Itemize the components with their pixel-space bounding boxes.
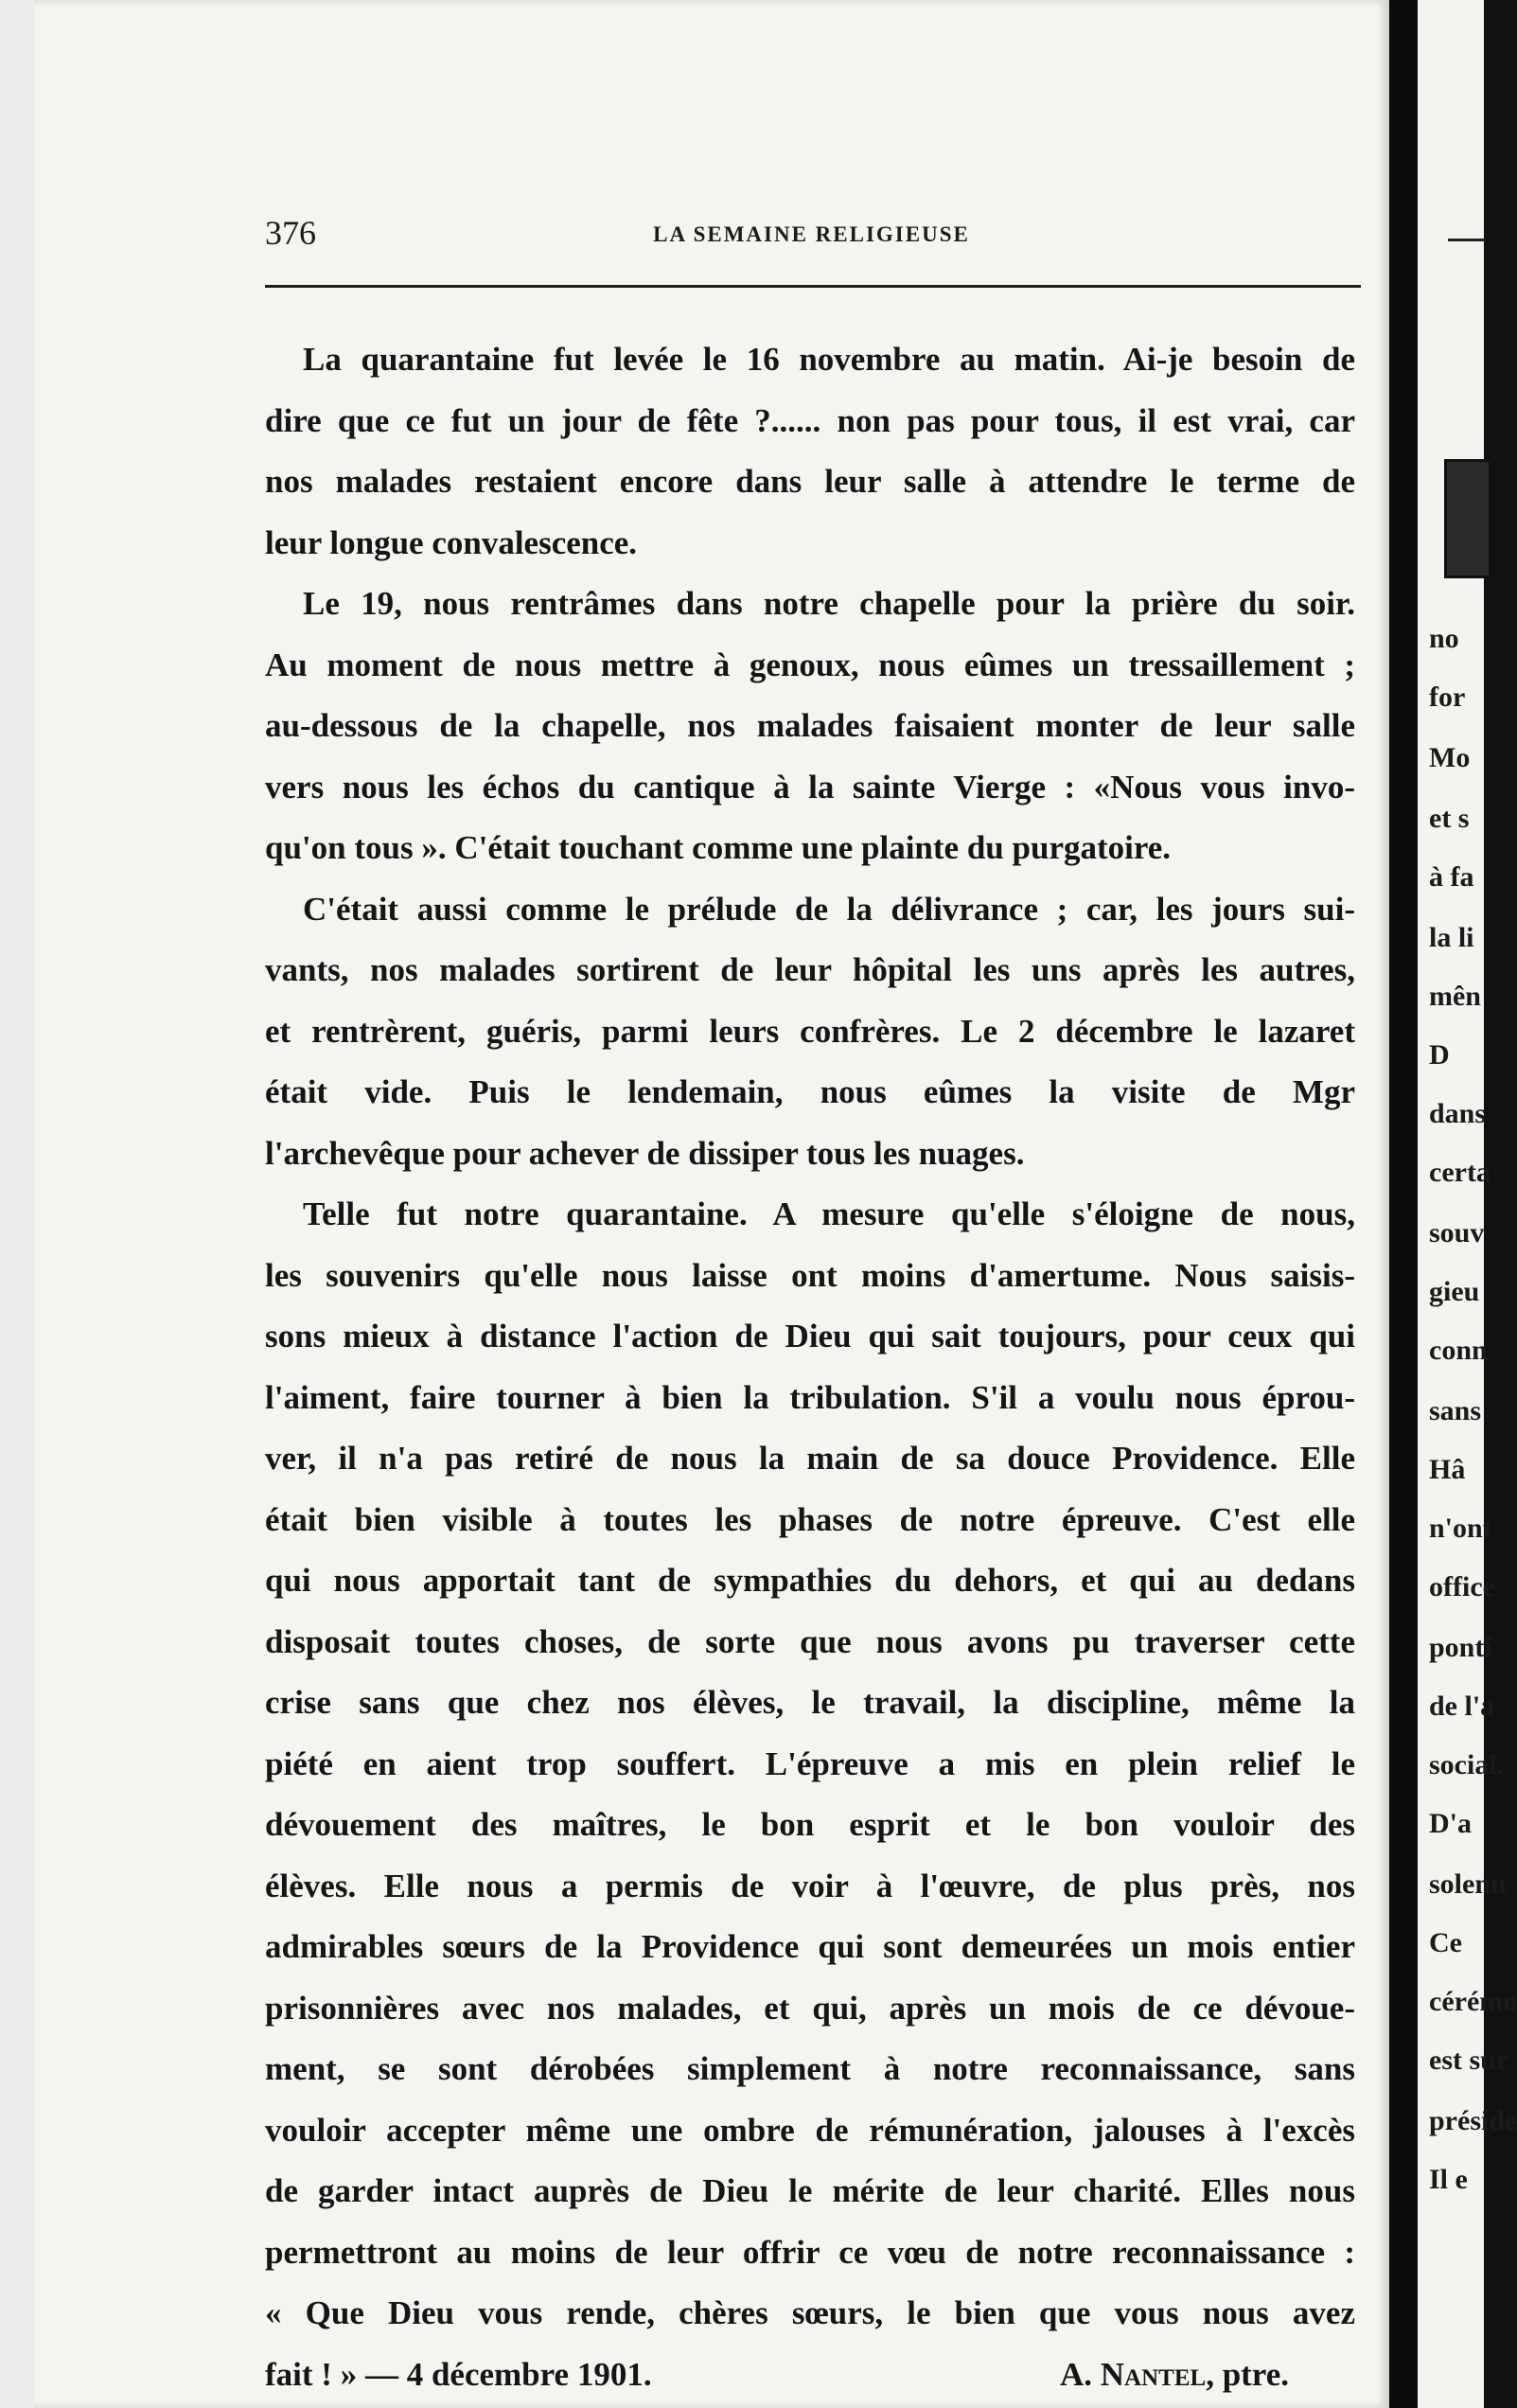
- text-line: au-dessous de la chapelle, nos malades faisaient monter de leur salle: [265, 707, 1355, 744]
- header-rule: [265, 285, 1361, 288]
- adjacent-fragment: de l'a: [1429, 1691, 1495, 1722]
- text-line: piété en aient trop souffert. L'épreuve a mis en plein relief le: [265, 1744, 1355, 1782]
- adjacent-fragment: Mo: [1429, 742, 1471, 773]
- adjacent-fragment: for: [1429, 682, 1466, 713]
- text-line: La quarantaine fut levée le 16 novembre au matin. Ai-je besoin de: [303, 341, 1355, 378]
- adjacent-fragment: no: [1429, 623, 1459, 654]
- author-initial: A.: [1059, 2355, 1101, 2393]
- adjacent-fragment: ponti: [1429, 1632, 1492, 1663]
- text-line: qui nous apportait tant de sympathies du dehors, et qui au dedans: [265, 1562, 1355, 1599]
- adjacent-fragment: et s: [1429, 803, 1470, 834]
- author-name: Nantel: [1100, 2355, 1207, 2393]
- adjacent-fragment: la li: [1429, 922, 1474, 953]
- text-line: C'était aussi comme le prélude de la délivrance ; car, les jours sui-: [303, 890, 1355, 928]
- adjacent-fragment: Ce: [1429, 1927, 1462, 1958]
- adjacent-fragment: cérémo: [1429, 1986, 1517, 2017]
- text-line: dévouement des maîtres, le bon esprit et le bon vouloir des: [265, 1806, 1355, 1843]
- text-line: ment, se sont dérobées simplement à notre reconnaissance, sans: [265, 2050, 1355, 2087]
- text-line: était vide. Puis le lendemain, nous eûmes la visite de Mgr: [265, 1073, 1355, 1110]
- adjacent-fragment: gieu: [1429, 1276, 1480, 1307]
- text-line: dire que ce fut un jour de fête ?...... non pas pour tous, il est vrai, car: [265, 401, 1355, 439]
- text-line: les souvenirs qu'elle nous laisse ont moins d'amertume. Nous saisis-: [265, 1256, 1355, 1294]
- ornamental-initial: [1444, 459, 1491, 578]
- adjacent-fragment: n'ont: [1429, 1513, 1492, 1544]
- text-line: et rentrèrent, guéris, parmi leurs confrères. Le 2 décembre le lazaret: [265, 1012, 1355, 1050]
- adjacent-fragment: social.: [1429, 1749, 1505, 1780]
- adjacent-fragment: Hâ: [1429, 1454, 1466, 1485]
- text-line: qu'on tous ». C'était touchant comme une plainte du purgatoire.: [265, 829, 1172, 866]
- adjacent-fragment: Il e: [1429, 2164, 1468, 2195]
- adjacent-fragment: D: [1429, 1039, 1450, 1071]
- adjacent-page-edge: [1418, 0, 1517, 2408]
- book-gutter: [1389, 0, 1418, 2408]
- adjacent-fragment: solenn: [1429, 1868, 1507, 1900]
- text-line: l'aiment, faire tourner à bien la tribulation. S'il a voulu nous éprou-: [265, 1378, 1355, 1416]
- scan-left-margin: [0, 0, 34, 2408]
- text-line: Au moment de nous mettre à genoux, nous eûmes un tressaillement ;: [265, 646, 1355, 683]
- adjacent-fragment: certa: [1429, 1157, 1491, 1188]
- text-line: vouloir accepter même une ombre de rémunération, jalouses à l'excès: [265, 2111, 1355, 2149]
- text-line: vers nous les échos du cantique à la sainte Vierge : «Nous vous invo-: [265, 768, 1355, 806]
- text-line: leur longue convalescence.: [265, 523, 638, 561]
- adjacent-fragment: mên: [1429, 981, 1481, 1012]
- adjacent-fragment: préside: [1429, 2105, 1517, 2136]
- author-suffix: , ptre.: [1206, 2355, 1289, 2393]
- text-line: nos malades restaient encore dans leur salle à attendre le terme de: [265, 463, 1355, 500]
- adjacent-fragment: est sur: [1429, 2045, 1509, 2076]
- closing-date: fait ! » — 4 décembre 1901.: [265, 2355, 652, 2393]
- author-signature: [1060, 2345, 1355, 2406]
- closing-line: [265, 2345, 1355, 2406]
- adjacent-fragment: D'a: [1429, 1808, 1472, 1839]
- article-body: [265, 329, 1355, 2405]
- adjacent-fragment: sans: [1429, 1395, 1482, 1426]
- text-line: admirables sœurs de la Providence qui sont demeurées un mois entier: [265, 1928, 1355, 1965]
- text-line: prisonnières avec nos malades, et qui, après un mois de ce dévoue-: [265, 1989, 1355, 2027]
- page-header: [265, 213, 1358, 262]
- adjacent-fragment: souv: [1429, 1217, 1485, 1248]
- text-line: Telle fut notre quarantaine. A mesure qu'elle s'éloigne de nous,: [303, 1195, 1355, 1232]
- text-line: était bien visible à toutes les phases de notre épreuve. C'est elle: [265, 1500, 1355, 1538]
- text-line: permettront au moins de leur offrir ce vœu de notre reconnaissance :: [265, 2233, 1355, 2271]
- text-line: élèves. Elle nous a permis de voir à l'œuvre, de plus près, nos: [265, 1867, 1355, 1904]
- adjacent-fragment: à fa: [1429, 861, 1474, 893]
- text-line: crise sans que chez nos élèves, le travail, la discipline, même la: [265, 1684, 1355, 1721]
- text-line: Le 19, nous rentrâmes dans notre chapelle pour la prière du soir.: [303, 585, 1355, 622]
- text-line: de garder intact auprès de Dieu le mérite de leur charité. Elles nous: [265, 2172, 1355, 2209]
- text-line: ver, il n'a pas retiré de nous la main de sa douce Providence. Elle: [265, 1440, 1355, 1477]
- text-line: sons mieux à distance l'action de Dieu qui sait toujours, pour ceux qui: [265, 1318, 1355, 1354]
- adjacent-fragment: office: [1429, 1571, 1495, 1602]
- text-line: « Que Dieu vous rende, chères sœurs, le bien que vous nous avez: [265, 2294, 1355, 2331]
- adjacent-fragment: dans: [1429, 1098, 1487, 1129]
- running-title: LA SEMAINE RELIGIEUSE: [653, 222, 970, 246]
- page-number: 376: [265, 214, 316, 252]
- text-line: vants, nos malades sortirent de leur hôpital les uns après les autres,: [265, 951, 1355, 988]
- adjacent-fragment: conn: [1429, 1335, 1488, 1366]
- text-line: disposait toutes choses, de sorte que nous avons pu traverser cette: [265, 1622, 1355, 1660]
- adjacent-header-dash: [1448, 239, 1486, 241]
- text-line: l'archevêque pour achever de dissiper tous les nuages.: [265, 1134, 1025, 1172]
